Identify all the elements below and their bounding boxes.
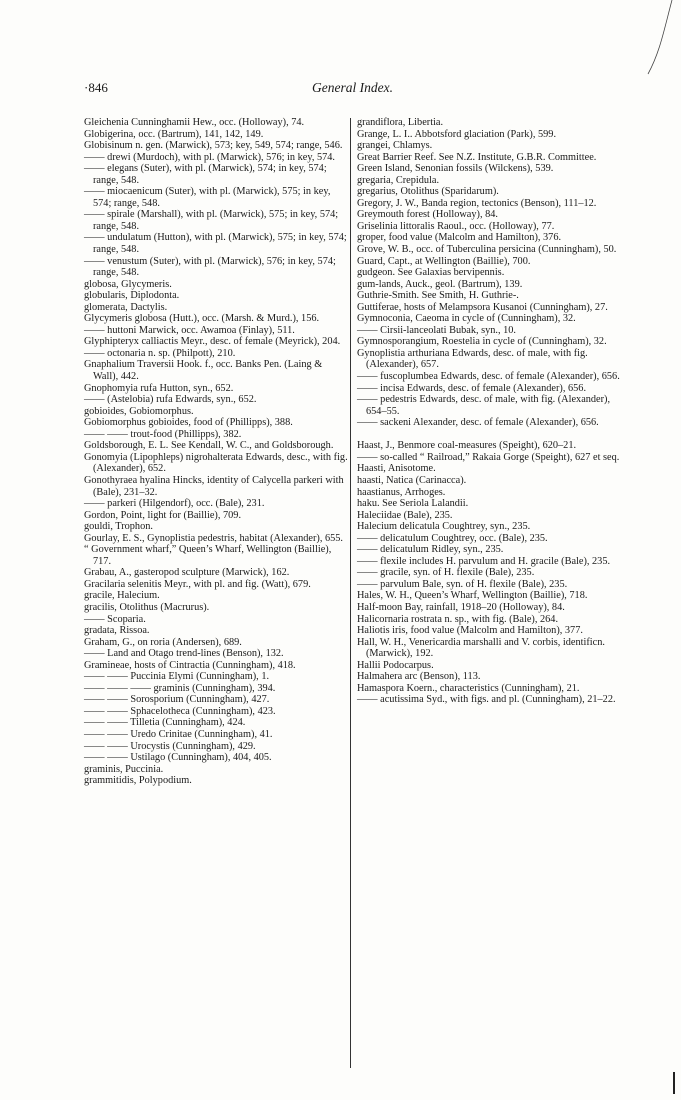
index-entry: Great Barrier Reef. See N.Z. Institute, G.B.R. Committee.	[357, 151, 597, 163]
index-entry: Hales, W. H., Queen’s Wharf, Wellington (Baillie), 718.	[357, 590, 588, 602]
index-entry: —— parvulum Bale, syn. of H. flexile (Bale), 235.	[357, 578, 568, 590]
index-entry: Gregory, J. W., Banda region, tectonics (Benson), 111–12.	[357, 197, 597, 209]
index-entry: —— flexile includes H. parvulum and H. gracile (Bale), 235.	[357, 555, 611, 567]
index-entry: Green Island, Senonian fossils (Wilckens), 539.	[357, 163, 554, 175]
index-entry: Grove, W. B., occ. of Tuberculina persicina (Cunningham), 50.	[357, 244, 617, 256]
index-entry: Gymnoconia, Caeoma in cycle of (Cunningham), 32.	[357, 313, 576, 325]
index-entry: Haleciidae (Bale), 235.	[357, 509, 453, 521]
index-entry: Haast, J., Benmore coal-measures (Speight), 620–21.	[357, 440, 577, 452]
index-entry: Gnaphalium Traversii Hook. f., occ. Banks Pen. (Laing & Wall), 442.	[84, 359, 323, 383]
index-entry: Halmahera arc (Benson), 113.	[357, 671, 481, 683]
index-entry: Gobiomorphus gobioides, food of (Phillipps), 388.	[84, 417, 293, 429]
index-entry: Half-moon Bay, rainfall, 1918–20 (Holloway), 84.	[357, 601, 565, 613]
index-entry: —— Land and Otago trend-lines (Benson), 132.	[84, 648, 284, 660]
index-entry: Gramineae, hosts of Cintractia (Cunningham), 418.	[84, 659, 296, 671]
index-entry: Gordon, Point, light for (Baillie), 709.	[84, 509, 242, 521]
index-entry: —— —— Urocystis (Cunningham), 429.	[84, 740, 256, 752]
index-entry: —— —— Ustilago (Cunningham), 404, 405.	[84, 752, 272, 764]
index-entry: Grabau, A., gasteropod sculpture (Marwick), 162.	[84, 567, 290, 579]
index-entry: —— —— Tilletia (Cunningham), 424.	[84, 717, 246, 729]
index-entry: grandiflora, Libertia.	[357, 117, 444, 128]
index-entry: grangei, Chlamys.	[357, 140, 433, 152]
index-entry: Gourlay, E. S., Gynoplistia pedestris, habitat (Alexander), 655.	[84, 532, 343, 544]
page-number: ·846	[84, 80, 108, 95]
index-entry: Greymouth forest (Holloway), 84.	[357, 209, 498, 221]
left-column	[84, 117, 348, 787]
index-entry: —— (Astelobia) rufa Edwards, syn., 652.	[84, 394, 257, 406]
page-edge-curve	[0, 0, 681, 80]
index-entry: Goldsborough, E. L. See Kendall, W. C., and Goldsborough.	[84, 440, 334, 452]
index-entry: Globigerina, occ. (Bartrum), 141, 142, 149.	[84, 128, 264, 140]
index-entry: gradata, Rissoa.	[84, 625, 150, 637]
running-title: General Index.	[312, 80, 393, 95]
index-entry: —— huttoni Marwick, occ. Awamoa (Finlay), 511.	[84, 324, 295, 336]
index-entry: Halecium delicatula Coughtrey, syn., 235.	[357, 521, 531, 533]
index-entry: globosa, Glycymeris.	[84, 278, 172, 290]
index-entry: haasti, Natica (Carinacca).	[357, 474, 467, 486]
index-entry: Glyphipteryx calliactis Meyr., desc. of female (Meyrick), 204.	[84, 336, 341, 348]
index-entry: glomerata, Dactylis.	[84, 301, 168, 313]
index-entry: —— venustum (Suter), with pl. (Marwick), 576; in key, 574; range, 548.	[84, 255, 336, 279]
index-entry: —— delicatulum Ridley, syn., 235.	[357, 544, 504, 556]
column-divider	[350, 118, 351, 1068]
index-entry: Glycymeris globosa (Hutt.), occ. (Marsh. & Murd.), 156.	[84, 313, 320, 325]
index-entry: grammitidis, Polypodium.	[84, 775, 192, 787]
index-entry: —— gracile, syn. of H. flexile (Bale), 235.	[357, 567, 535, 579]
index-entry: Hallii Podocarpus.	[357, 659, 434, 671]
index-entry: —— fuscoplumbea Edwards, desc. of female (Alexander), 656.	[357, 371, 620, 383]
index-entry: —— spirale (Marshall), with pl. (Marwick), 575; in key, 574; range, 548.	[84, 209, 339, 232]
index-entry: Globisinum n. gen. (Marwick), 573; key, 549, 574; range, 546.	[84, 140, 343, 152]
index-entry: —— —— trout-food (Phillipps), 382.	[84, 428, 242, 440]
page-edge-mark	[673, 1072, 675, 1094]
right-column	[357, 117, 626, 706]
index-entry: —— octonaria n. sp. (Philpott), 210.	[84, 347, 236, 359]
index-entry: —— —— Sphacelotheca (Cunningham), 423.	[84, 705, 276, 717]
index-entry: gum-lands, Auck., geol. (Bartrum), 139.	[357, 278, 523, 290]
index-entry: —— drewi (Murdoch), with pl. (Marwick), 576; in key, 574.	[84, 151, 335, 163]
index-entry: gobioides, Gobiomorphus.	[84, 405, 194, 417]
index-entry: Guard, Capt., at Wellington (Baillie), 700.	[357, 255, 531, 267]
index-entry: gregarius, Otolithus (Sparidarum).	[357, 186, 499, 198]
index-entry: Guttiferae, hosts of Melampsora Kusanoi (Cunningham), 27.	[357, 301, 608, 313]
index-entry: Graham, G., on roria (Andersen), 689.	[84, 636, 242, 648]
index-entry: Hall, W. H., Venericardia marshalli and V. corbis, identificn. (Marwick), 192.	[357, 636, 605, 660]
index-entry: Haasti, Anisotome.	[357, 463, 436, 475]
index-entry: gracilis, Otolithus (Macrurus).	[84, 601, 210, 613]
index-entry: Gonothyraea hyalina Hincks, identity of Calycella parkeri with (Bale), 231–32.	[84, 474, 344, 498]
index-entry: haastianus, Arrhoges.	[357, 486, 446, 498]
index-entry: globularis, Diplodonta.	[84, 290, 180, 302]
index-entry: —— miocaenicum (Suter), with pl. (Marwick), 575; in key, 574; range, 548.	[84, 186, 331, 209]
index-entry: gregaria, Crepidula.	[357, 174, 440, 186]
index-entry: —— incisa Edwards, desc. of female (Alexander), 656.	[357, 382, 587, 394]
section-gap	[357, 429, 626, 441]
index-entry: —— delicatulum Coughtrey, occ. (Bale), 235.	[357, 532, 548, 544]
index-entry: groper, food value (Malcolm and Hamilton), 376.	[357, 232, 562, 244]
index-entry: —— Scoparia.	[84, 613, 146, 625]
index-entry: —— elegans (Suter), with pl. (Marwick), 574; in key, 574; range, 548.	[84, 163, 327, 186]
index-entry: —— Cirsii-lanceolati Bubak, syn., 10.	[357, 324, 517, 336]
index-entry: haku. See Seriola Lalandii.	[357, 498, 469, 510]
index-entry: gouldi, Trophon.	[84, 521, 153, 533]
index-entry: Gnophomyia rufa Hutton, syn., 652.	[84, 382, 234, 394]
index-entry: —— acutissima Syd., with figs. and pl. (Cunningham), 21–22.	[357, 694, 616, 706]
index-entry: “ Government wharf,” Queen’s Wharf, Wellington (Baillie), 717.	[84, 544, 332, 567]
index-entry: Guthrie-Smith. See Smith, H. Guthrie-.	[357, 290, 519, 302]
index-entry: Gymnosporangium, Roestelia in cycle of (Cunningham), 32.	[357, 336, 607, 348]
index-entry: —— parkeri (Hilgendorf), occ. (Bale), 231.	[84, 498, 265, 510]
index-entry: —— —— Uredo Crinitae (Cunningham), 41.	[84, 728, 273, 740]
index-entry: Griselinia littoralis Raoul., occ. (Holloway), 77.	[357, 220, 555, 232]
index-entry: —— undulatum (Hutton), with pl. (Marwick), 575; in key, 574; range, 548.	[84, 232, 347, 256]
index-entry: Gleichenia Cunninghamii Hew., occ. (Holloway), 74.	[84, 117, 305, 128]
index-entry: Gonomyia (Lipophleps) nigrohalterata Edwards, desc., with fig. (Alexander), 652.	[84, 451, 348, 475]
index-entry: —— —— Puccinia Elymi (Cunningham), 1.	[84, 671, 270, 683]
index-entry: —— —— —— graminis (Cunningham), 394.	[84, 682, 276, 694]
index-entry: —— —— Sorosporium (Cunningham), 427.	[84, 694, 270, 706]
index-entry: —— sackeni Alexander, desc. of female (Alexander), 656.	[357, 417, 599, 429]
index-entry: Haliotis iris, food value (Malcolm and Hamilton), 377.	[357, 625, 583, 637]
index-entry: Grange, L. I.. Abbotsford glaciation (Park), 599.	[357, 128, 557, 140]
index-entry: gudgeon. See Galaxias bervipennis.	[357, 267, 505, 279]
index-entry: Gracilaria selenitis Meyr., with pl. and fig. (Watt), 679.	[84, 578, 311, 590]
index-entry: —— so-called “ Railroad,” Rakaia Gorge (Speight), 627 et seq.	[357, 451, 620, 463]
index-entry: Gynoplistia arthuriana Edwards, desc. of male, with fig. (Alexander), 657.	[357, 347, 588, 371]
index-entry: —— pedestris Edwards, desc. of male, with fig. (Alexander), 654–55.	[357, 394, 611, 417]
index-entry: gracile, Halecium.	[84, 590, 160, 602]
index-entry: Halicornaria rostrata n. sp., with fig. (Bale), 264.	[357, 613, 559, 625]
index-entry: graminis, Puccinia.	[84, 763, 164, 775]
index-entry: Hamaspora Koern., characteristics (Cunningham), 21.	[357, 682, 580, 694]
